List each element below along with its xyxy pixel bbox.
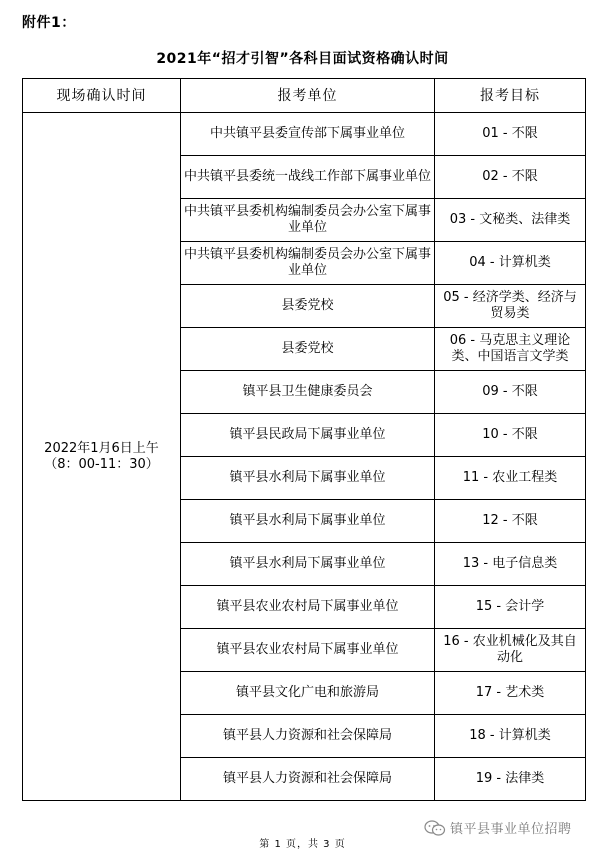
target-cell: 16 - 农业机械化及其自动化 bbox=[435, 629, 586, 672]
unit-cell: 镇平县水利局下属事业单位 bbox=[181, 500, 435, 543]
target-cell: 11 - 农业工程类 bbox=[435, 457, 586, 500]
target-cell: 12 - 不限 bbox=[435, 500, 586, 543]
unit-cell: 县委党校 bbox=[181, 328, 435, 371]
unit-cell: 镇平县人力资源和社会保障局 bbox=[181, 758, 435, 801]
table-row bbox=[23, 113, 586, 156]
target-cell: 17 - 艺术类 bbox=[435, 672, 586, 715]
confirmation-date: 2022年1月6日上午 bbox=[44, 440, 159, 456]
unit-cell: 镇平县文化广电和旅游局 bbox=[181, 672, 435, 715]
page-footer: 第 1 页，共 3 页 bbox=[259, 839, 346, 850]
target-cell: 02 - 不限 bbox=[435, 156, 586, 199]
document-title: 2021年“招才引智”各科目面试资格确认时间 bbox=[156, 51, 449, 67]
wechat-official-account-icon bbox=[424, 819, 446, 837]
unit-cell: 中共镇平县委统一战线工作部下属事业单位 bbox=[181, 156, 435, 199]
target-cell: 04 - 计算机类 bbox=[435, 242, 586, 285]
column-header-target: 报考目标 bbox=[435, 79, 586, 113]
target-cell: 06 - 马克思主义理论类、中国语言文学类 bbox=[435, 328, 586, 371]
target-cell: 19 - 法律类 bbox=[435, 758, 586, 801]
unit-cell: 镇平县卫生健康委员会 bbox=[181, 371, 435, 414]
confirmation-time-cell bbox=[23, 113, 181, 801]
attachment-label: 附件1： bbox=[22, 15, 76, 31]
target-cell: 10 - 不限 bbox=[435, 414, 586, 457]
unit-cell: 县委党校 bbox=[181, 285, 435, 328]
unit-cell: 镇平县农业农村局下属事业单位 bbox=[181, 629, 435, 672]
column-header-unit: 报考单位 bbox=[181, 79, 435, 113]
confirmation-schedule-table bbox=[22, 78, 586, 801]
unit-cell: 中共镇平县委机构编制委员会办公室下属事业单位 bbox=[181, 242, 435, 285]
target-cell: 03 - 文秘类、法律类 bbox=[435, 199, 586, 242]
column-header-time: 现场确认时间 bbox=[23, 79, 181, 113]
target-cell: 05 - 经济学类、经济与贸易类 bbox=[435, 285, 586, 328]
target-cell: 18 - 计算机类 bbox=[435, 715, 586, 758]
table-header-row bbox=[23, 79, 586, 113]
watermark bbox=[424, 818, 572, 837]
target-cell: 09 - 不限 bbox=[435, 371, 586, 414]
unit-cell: 镇平县农业农村局下属事业单位 bbox=[181, 586, 435, 629]
unit-cell: 镇平县人力资源和社会保障局 bbox=[181, 715, 435, 758]
unit-cell: 中共镇平县委机构编制委员会办公室下属事业单位 bbox=[181, 199, 435, 242]
target-cell: 01 - 不限 bbox=[435, 113, 586, 156]
unit-cell: 镇平县民政局下属事业单位 bbox=[181, 414, 435, 457]
unit-cell: 中共镇平县委宣传部下属事业单位 bbox=[181, 113, 435, 156]
watermark-text: 镇平县事业单位招聘 bbox=[450, 822, 572, 837]
target-cell: 13 - 电子信息类 bbox=[435, 543, 586, 586]
unit-cell: 镇平县水利局下属事业单位 bbox=[181, 543, 435, 586]
confirmation-hours: （8：00-11：30） bbox=[44, 456, 159, 472]
unit-cell: 镇平县水利局下属事业单位 bbox=[181, 457, 435, 500]
target-cell: 15 - 会计学 bbox=[435, 586, 586, 629]
